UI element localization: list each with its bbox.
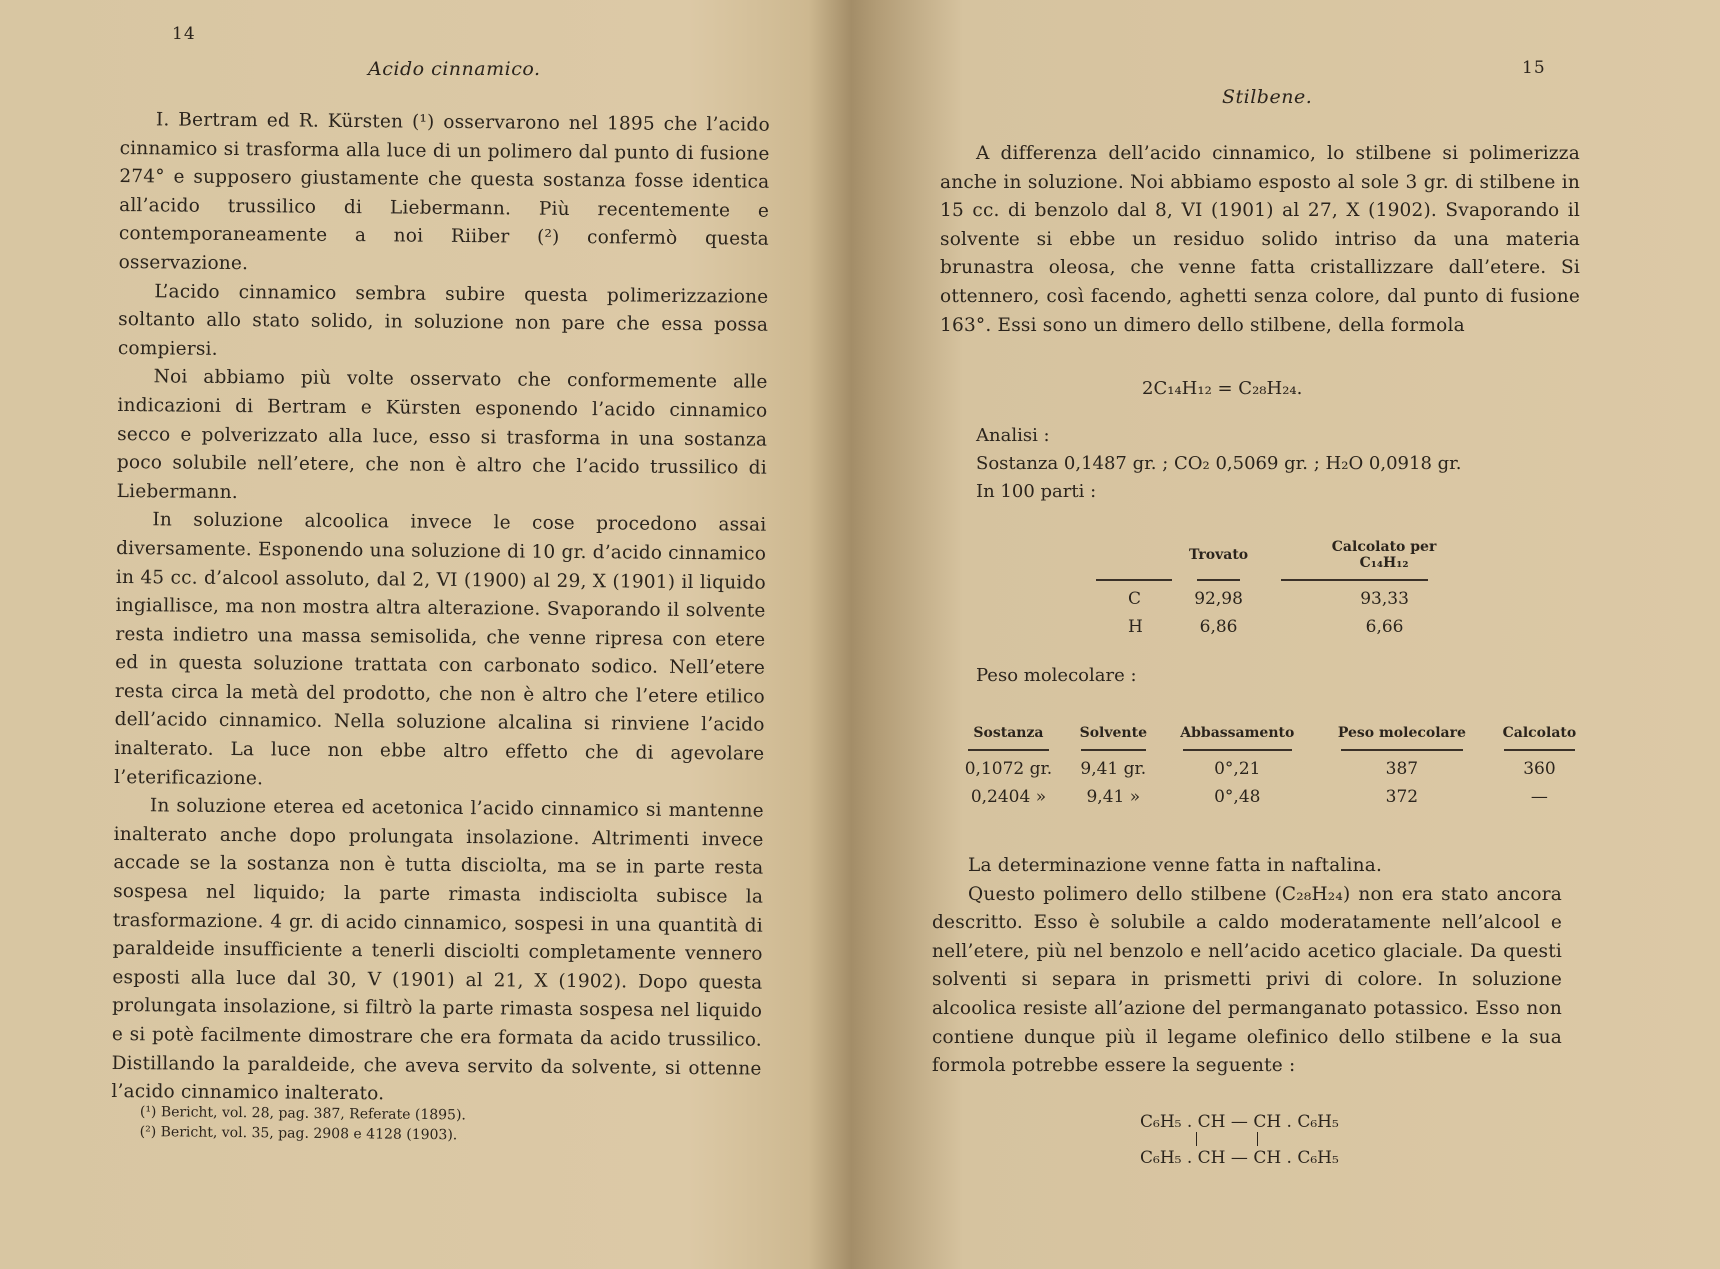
table-cell: 0°,48 (1214, 787, 1261, 807)
page-number-right: 15 (1522, 58, 1546, 78)
table-row (1080, 585, 1460, 613)
structure-line: C₆H₅ . CH — CH . C₆H₅ (1140, 1112, 1339, 1132)
paragraph: Questo polimero dello stilbene (C₂₈H₂₄) non era stato ancora descritto. Esso è solubile a caldo moderatamente nell’alcool e nell’etere, più nel benzolo e nell’acido acetico glaciale. Da questi solventi si separa in prismetti privi di colore. In soluzione alcoolica resiste all’azione del permanganato potassico. Esso non contiene dunque più il legame olefinico dello stilbene e la sua formola potrebbe essere la seguente : (932, 883, 1562, 1077)
page-number-left: 14 (172, 24, 196, 44)
table-cell: 6,86 (1199, 617, 1238, 637)
table-header: Peso molecolare (1315, 724, 1489, 755)
molecular-weight-table (950, 724, 1590, 811)
analysis-line: Sostanza 0,1487 gr. ; CO₂ 0,5069 gr. ; H₂O 0,0918 gr. (976, 453, 1462, 474)
table-cell: 92,98 (1194, 589, 1243, 609)
paragraph: L’acido cinnamico sembra subire questa polimerizzazione soltanto allo stato solido, in soluzione non pare che essa possa compiersi. (117, 280, 769, 360)
table-cell: H (1128, 617, 1143, 637)
running-head-right: Stilbene. (1222, 86, 1313, 108)
composition-table (1080, 538, 1460, 641)
table-cell: 0,2404 » (970, 787, 1047, 807)
table-cell: 6,66 (1365, 617, 1404, 637)
footnote: (²) Bericht, vol. 35, pag. 2908 e 4128 (1903). (139, 1123, 458, 1144)
table-cell: 9,41 » (1086, 787, 1141, 807)
paragraph: La determinazione venne fatta in naftalina. (968, 855, 1383, 876)
paragraph: I. Bertram ed R. Kürsten (¹) osservarono nel 1895 che l’acido cinnamico si trasforma alla luce di un polimero dal punto di fusione 274° e supposero giustamente che questa sostanza fosse identica all’acido trussilico di Liebermann. Più recentemente e contemporaneamente a noi Riiber (²) confermò questa osservazione. (118, 109, 770, 275)
table-row (1080, 613, 1460, 641)
structure-line: C₆H₅ . CH — CH . C₆H₅ (1140, 1148, 1339, 1168)
structural-formula (1140, 1112, 1339, 1168)
footnotes (140, 1102, 466, 1145)
table-cell: 93,33 (1360, 589, 1409, 609)
right-body-top (940, 140, 1580, 340)
paragraph: In soluzione eterea ed acetonica l’acido cinnamico si mantenne inalterato anche dopo prolungata insolazione. Altrimenti invece accade se la sostanza non è tutta disciolta, ma se in parte resta sospesa nel liquido; la parte rimasta indisciolta subisce la trasformazione. 4 gr. di acido cinnamico, sospesi in una quantità di paraldeide insufficiente a tenerli disciolti completamente vennero esposti alla luce dal 30, V (1901) al 21, X (1902). Dopo questa prolungata insolazione, si filtrò la parte rimasta sospesa nel liquido e si potè facilmente dimostrare che era formata da acido trussilico. Distillando la paraldeide, che aveva servito da solvente, si ottenne l’acido cinnamico inalterato. (111, 795, 764, 1105)
analysis-block (976, 422, 1462, 506)
table-row (950, 783, 1590, 811)
analysis-label: Analisi : (976, 425, 1050, 446)
table-header: Abbassamento (1160, 724, 1315, 755)
paragraph: In soluzione alcoolica invece le cose procedono assai diversamente. Esponendo una soluzione di 10 gr. d’acido cinnamico in 45 cc. d’alcool assoluto, dal 2, VI (1900) al 29, X (1901) il liquido ingiallisce, ma non mostra altra alterazione. Svaporando il solvente resta indietro una massa semisolida, che venne ripresa con etere ed in questa soluzione trattata con carbonato sodico. Nell’etere resta circa la metà del prodotto, che non è altro che l’etere etilico dell’acido cinnamico. Nella soluzione alcalina si rinviene l’acido inalterato. La luce non ebbe altro effetto che di agevolare l’eterificazione. (114, 509, 767, 789)
table-cell: 9,41 gr. (1080, 759, 1147, 779)
mw-label: Peso molecolare : (976, 665, 1137, 686)
right-body-bottom (932, 852, 1562, 1081)
table-cell: C (1128, 589, 1142, 609)
table-header: Sostanza (950, 724, 1067, 755)
left-body (111, 106, 770, 1112)
table-cell: 0°,21 (1214, 759, 1261, 779)
left-page (0, 0, 850, 1269)
table-header: Calcolato per C₁₄H₁₂ (1249, 538, 1460, 585)
table-cell: 372 (1385, 787, 1419, 807)
paragraph: A differenza dell’acido cinnamico, lo stilbene si polimerizza anche in soluzione. Noi abbiamo esposto al sole 3 gr. di stilbene in 15 cc. di benzolo dal 8, VI (1901) al 27, X (1902). Svaporando il solvente si ebbe un residuo solido intriso da una materia brunastra oleosa, che venne fatta cristallizzare dall’etere. Si ottennero, così facendo, aghetti senza colore, dal punto di fusione 163°. Essi sono un dimero dello stilbene, della formola (940, 143, 1580, 336)
paragraph: Noi abbiamo più volte osservato che conformemente alle indicazioni di Bertram e Kürsten esponendo l’acido cinnamico secco e polverizzato alla luce, esso si trasforma in una sostanza poco solubile nell’etere, che non è altro che l’acido trussilico di Liebermann. (116, 366, 768, 503)
running-head-left: Acido cinnamico. (368, 58, 541, 80)
parts-label: In 100 parti : (976, 481, 1097, 502)
table-cell: 387 (1385, 759, 1419, 779)
table-cell: 0,1072 gr. (964, 759, 1053, 779)
table-row (950, 755, 1590, 783)
table-cell: — (1530, 787, 1548, 807)
table-header: Trovato (1188, 538, 1249, 585)
table-header: Calcolato (1489, 724, 1590, 755)
footnote: (¹) Bericht, vol. 28, pag. 387, Referate (1895). (139, 1103, 467, 1124)
bond-lines (1140, 1132, 1339, 1148)
table-header: Solvente (1067, 724, 1160, 755)
table-cell: 360 (1523, 759, 1556, 779)
dimer-formula: 2C₁₄H₁₂ = C₂₈H₂₄. (1142, 378, 1303, 399)
right-page (850, 0, 1720, 1269)
